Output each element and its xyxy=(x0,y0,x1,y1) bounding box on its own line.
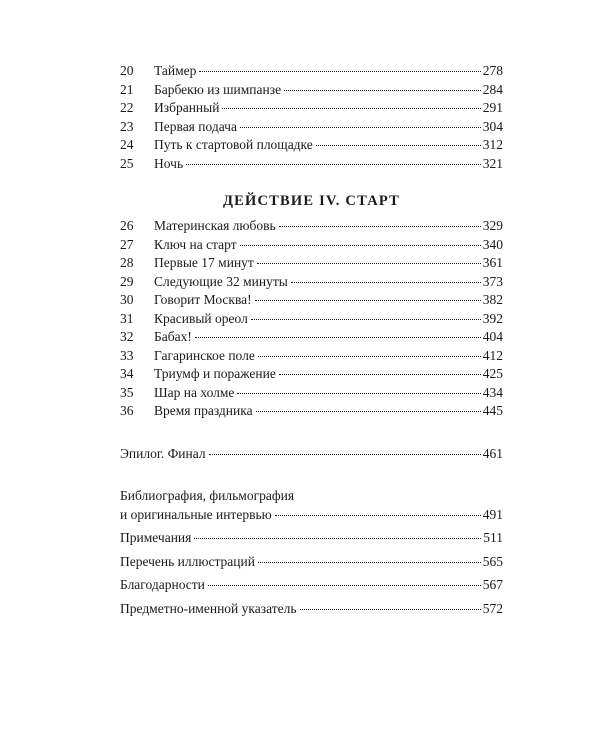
chapter-title: Путь к стартовой площадке xyxy=(154,137,313,152)
chapter-number: 33 xyxy=(120,347,134,363)
chapter-number: 28 xyxy=(120,255,134,270)
toc-entry[interactable] xyxy=(120,62,503,81)
page-number: 461 xyxy=(482,445,503,461)
back-matter-title: Перечень иллюстраций xyxy=(120,553,255,569)
bibliography-title-line2: и оригинальные интервью xyxy=(120,506,272,522)
chapter-title: Красивый ореол xyxy=(154,310,248,326)
toc-entry[interactable] xyxy=(120,118,503,137)
leader-dots xyxy=(257,263,481,264)
chapter-title: Следующие 32 минуты xyxy=(154,273,288,289)
chapter-number: 20 xyxy=(120,63,134,78)
leader-dots xyxy=(186,164,481,165)
leader-dots xyxy=(194,538,481,539)
chapter-title: Триумф и поражение xyxy=(154,366,276,381)
page-number: 511 xyxy=(483,530,503,545)
page-number: 321 xyxy=(482,155,503,171)
toc-entry[interactable] xyxy=(120,99,503,118)
page-number: 278 xyxy=(482,63,503,78)
page-number: 567 xyxy=(482,577,503,592)
page-number: 412 xyxy=(482,347,503,363)
chapter-number: 27 xyxy=(120,236,134,252)
toc-entry[interactable] xyxy=(120,328,503,347)
page-number: 404 xyxy=(482,329,503,344)
toc-entry[interactable] xyxy=(120,254,503,273)
bibliography-title-line1: Библиография, фильмография xyxy=(120,488,295,503)
leader-dots xyxy=(255,300,481,301)
leader-dots xyxy=(209,454,481,455)
toc-entry-bibliography[interactable] xyxy=(120,487,503,524)
toc-entry[interactable] xyxy=(120,236,503,255)
leader-dots xyxy=(195,337,481,338)
leader-dots xyxy=(256,411,481,412)
leader-dots xyxy=(279,226,481,227)
chapter-title: Бабах! xyxy=(154,329,192,344)
table-of-contents xyxy=(120,62,503,618)
chapter-title: Материнская любовь xyxy=(154,218,276,233)
toc-entry[interactable] xyxy=(120,310,503,329)
chapter-number: 32 xyxy=(120,329,134,344)
epilogue-title: Эпилог. Финал xyxy=(120,445,206,461)
page-number: 445 xyxy=(482,403,503,418)
page-number: 284 xyxy=(482,81,503,97)
toc-entry[interactable] xyxy=(120,347,503,366)
leader-dots xyxy=(291,282,481,283)
chapter-number: 21 xyxy=(120,81,134,97)
chapter-title: Гагаринское поле xyxy=(154,347,255,363)
page-number: 392 xyxy=(482,310,503,326)
chapter-number: 26 xyxy=(120,218,134,233)
chapter-number: 34 xyxy=(120,366,134,381)
page-number: 312 xyxy=(482,137,503,152)
chapter-title: Время праздника xyxy=(154,403,253,418)
chapter-title: Говорит Москва! xyxy=(154,292,252,307)
chapter-number: 25 xyxy=(120,155,134,171)
leader-dots xyxy=(237,393,480,394)
leader-dots xyxy=(240,245,481,246)
toc-entry[interactable] xyxy=(120,384,503,403)
chapter-number: 29 xyxy=(120,273,134,289)
page-number: 373 xyxy=(482,273,503,289)
chapter-number: 35 xyxy=(120,384,134,400)
page-number: 565 xyxy=(482,553,503,569)
leader-dots xyxy=(300,609,481,610)
part4-list xyxy=(120,217,503,421)
toc-entry[interactable] xyxy=(120,136,503,155)
leader-dots xyxy=(208,585,481,586)
leader-dots xyxy=(279,374,481,375)
toc-entry[interactable] xyxy=(120,155,503,174)
back-matter-title: Предметно-именной указатель xyxy=(120,600,297,616)
page-number: 361 xyxy=(482,255,503,270)
toc-entry[interactable] xyxy=(120,365,503,384)
chapter-number: 23 xyxy=(120,118,134,134)
chapter-title: Шар на холме xyxy=(154,384,235,400)
toc-entry[interactable] xyxy=(120,81,503,100)
chapter-title: Первая подача xyxy=(154,118,237,134)
toc-entry-index[interactable] xyxy=(120,600,503,619)
page-number: 304 xyxy=(482,118,503,134)
page-number: 434 xyxy=(482,384,503,400)
leader-dots xyxy=(240,127,481,128)
leader-dots xyxy=(258,356,481,357)
toc-entry[interactable] xyxy=(120,217,503,236)
toc-entry-epilogue[interactable] xyxy=(120,445,503,464)
page-number: 572 xyxy=(482,600,503,616)
section-heading: ДЕЙСТВИЕ IV. СТАРТ xyxy=(222,193,400,209)
page-number: 291 xyxy=(482,100,503,115)
chapter-number: 24 xyxy=(120,137,134,152)
leader-dots xyxy=(284,90,481,91)
chapter-title: Таймер xyxy=(154,63,197,78)
leader-dots xyxy=(199,71,480,72)
leader-dots xyxy=(258,562,481,563)
toc-entry[interactable] xyxy=(120,291,503,310)
chapter-number: 31 xyxy=(120,310,134,326)
toc-entry[interactable] xyxy=(120,402,503,421)
toc-entry-notes[interactable] xyxy=(120,529,503,548)
toc-entry-illustrations[interactable] xyxy=(120,553,503,572)
leader-dots xyxy=(275,515,481,516)
chapter-title: Избранный xyxy=(154,100,220,115)
chapter-title: Первые 17 минут xyxy=(154,255,254,270)
page-number: 425 xyxy=(482,366,503,381)
chapter-number: 36 xyxy=(120,403,134,418)
toc-entry[interactable] xyxy=(120,273,503,292)
page-number: 340 xyxy=(482,236,503,252)
page-number: 329 xyxy=(482,218,503,233)
leader-dots xyxy=(316,145,481,146)
leader-dots xyxy=(251,319,481,320)
leader-dots xyxy=(222,108,480,109)
back-matter-title: Примечания xyxy=(120,530,192,545)
page-number: 491 xyxy=(482,506,503,522)
toc-entry-acknowledgements[interactable] xyxy=(120,576,503,595)
chapter-title: Ночь xyxy=(154,155,184,171)
chapter-number: 22 xyxy=(120,100,134,115)
chapter-title: Барбекю из шимпанзе xyxy=(154,81,282,97)
chapter-number: 30 xyxy=(120,292,134,307)
page-number: 382 xyxy=(482,292,503,307)
part3-list xyxy=(120,62,503,173)
chapter-title: Ключ на старт xyxy=(154,236,237,252)
back-matter-title: Благодарности xyxy=(120,577,205,592)
